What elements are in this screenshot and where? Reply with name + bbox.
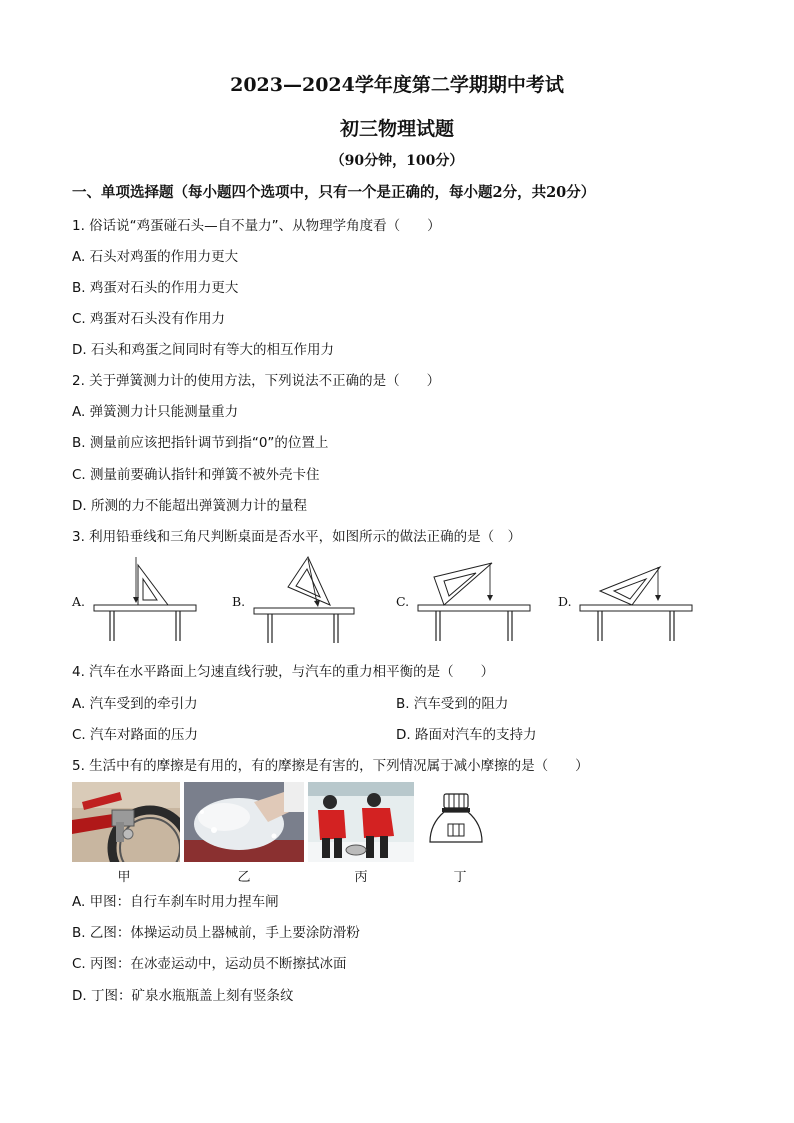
q2-stem: 2. 关于弹簧测力计的使用方法，下列说法不正确的是（ ） bbox=[72, 373, 441, 389]
q1-option-d: D. 石头和鸡蛋之间同时有等大的相互作用力 bbox=[72, 342, 334, 358]
q1-stem: 1. 俗话说“鸡蛋碰石头—自不量力”、从物理学角度看（ ） bbox=[72, 218, 441, 234]
q3-stem: 3. 利用铅垂线和三角尺判断桌面是否水平，如图所示的做法正确的是（ ） bbox=[72, 529, 522, 545]
section-heading: 一、单项选择题（每小题四个选项中，只有一个是正确的，每小题2分，共20分） bbox=[72, 184, 596, 201]
q5-option-c: C. 丙图：在冰壶运动中，运动员不断擦拭冰面 bbox=[72, 956, 347, 972]
q3-figure-b bbox=[250, 555, 360, 645]
q1-option-c: C. 鸡蛋对石头没有作用力 bbox=[72, 311, 226, 327]
q2-option-c: C. 测量前要确认指针和弹簧不被外壳卡住 bbox=[72, 467, 320, 483]
q2-option-a: A. 弹簧测力计只能测量重力 bbox=[72, 404, 239, 420]
q3-label-a: A. bbox=[72, 594, 86, 609]
exam-subtitle: 初三物理试题 bbox=[339, 118, 454, 140]
caption-bing: 丙 bbox=[354, 870, 368, 885]
q4-option-c: C. 汽车对路面的压力 bbox=[72, 727, 199, 743]
curling-photo bbox=[308, 782, 414, 862]
q3-label-b: B. bbox=[232, 594, 246, 609]
caption-yi: 乙 bbox=[237, 870, 251, 885]
q5-option-d: D. 丁图：矿泉水瓶瓶盖上刻有竖条纹 bbox=[72, 988, 294, 1004]
q3-label-c: C. bbox=[396, 594, 410, 609]
bicycle-brake-photo bbox=[72, 782, 180, 862]
q3-figure-c bbox=[414, 555, 534, 645]
chalk-hands-photo bbox=[184, 782, 304, 862]
bottle-cap-drawing bbox=[426, 790, 488, 850]
exam-info: （90分钟，100分） bbox=[330, 153, 464, 169]
q5-stem: 5. 生活中有的摩擦是有用的，有的摩擦是有害的，下列情况属于减小摩擦的是（ ） bbox=[72, 758, 589, 774]
q4-stem: 4. 汽车在水平路面上匀速直线行驶，与汽车的重力相平衡的是（ ） bbox=[72, 664, 495, 680]
q4-option-b: B. 汽车受到的阻力 bbox=[396, 696, 509, 712]
q1-option-a: A. 石头对鸡蛋的作用力更大 bbox=[72, 249, 239, 265]
q4-option-a: A. 汽车受到的牵引力 bbox=[72, 696, 198, 712]
caption-jia: 甲 bbox=[117, 870, 131, 885]
q2-option-b: B. 测量前应该把指针调节到指“0”的位置上 bbox=[72, 435, 329, 451]
exam-title: 2023—2024学年度第二学期期中考试 bbox=[230, 74, 564, 96]
q3-figure-a bbox=[90, 555, 200, 645]
q4-option-d: D. 路面对汽车的支持力 bbox=[396, 727, 537, 743]
q5-option-b: B. 乙图：体操运动员上器械前，手上要涂防滑粉 bbox=[72, 925, 360, 941]
q3-label-d: D. bbox=[558, 594, 572, 609]
q3-figure-d bbox=[576, 555, 696, 645]
q2-option-d: D. 所测的力不能超出弹簧测力计的量程 bbox=[72, 498, 307, 514]
q5-option-a: A. 甲图：自行车刹车时用力捏车闸 bbox=[72, 894, 279, 910]
caption-ding: 丁 bbox=[453, 870, 467, 885]
q1-option-b: B. 鸡蛋对石头的作用力更大 bbox=[72, 280, 239, 296]
